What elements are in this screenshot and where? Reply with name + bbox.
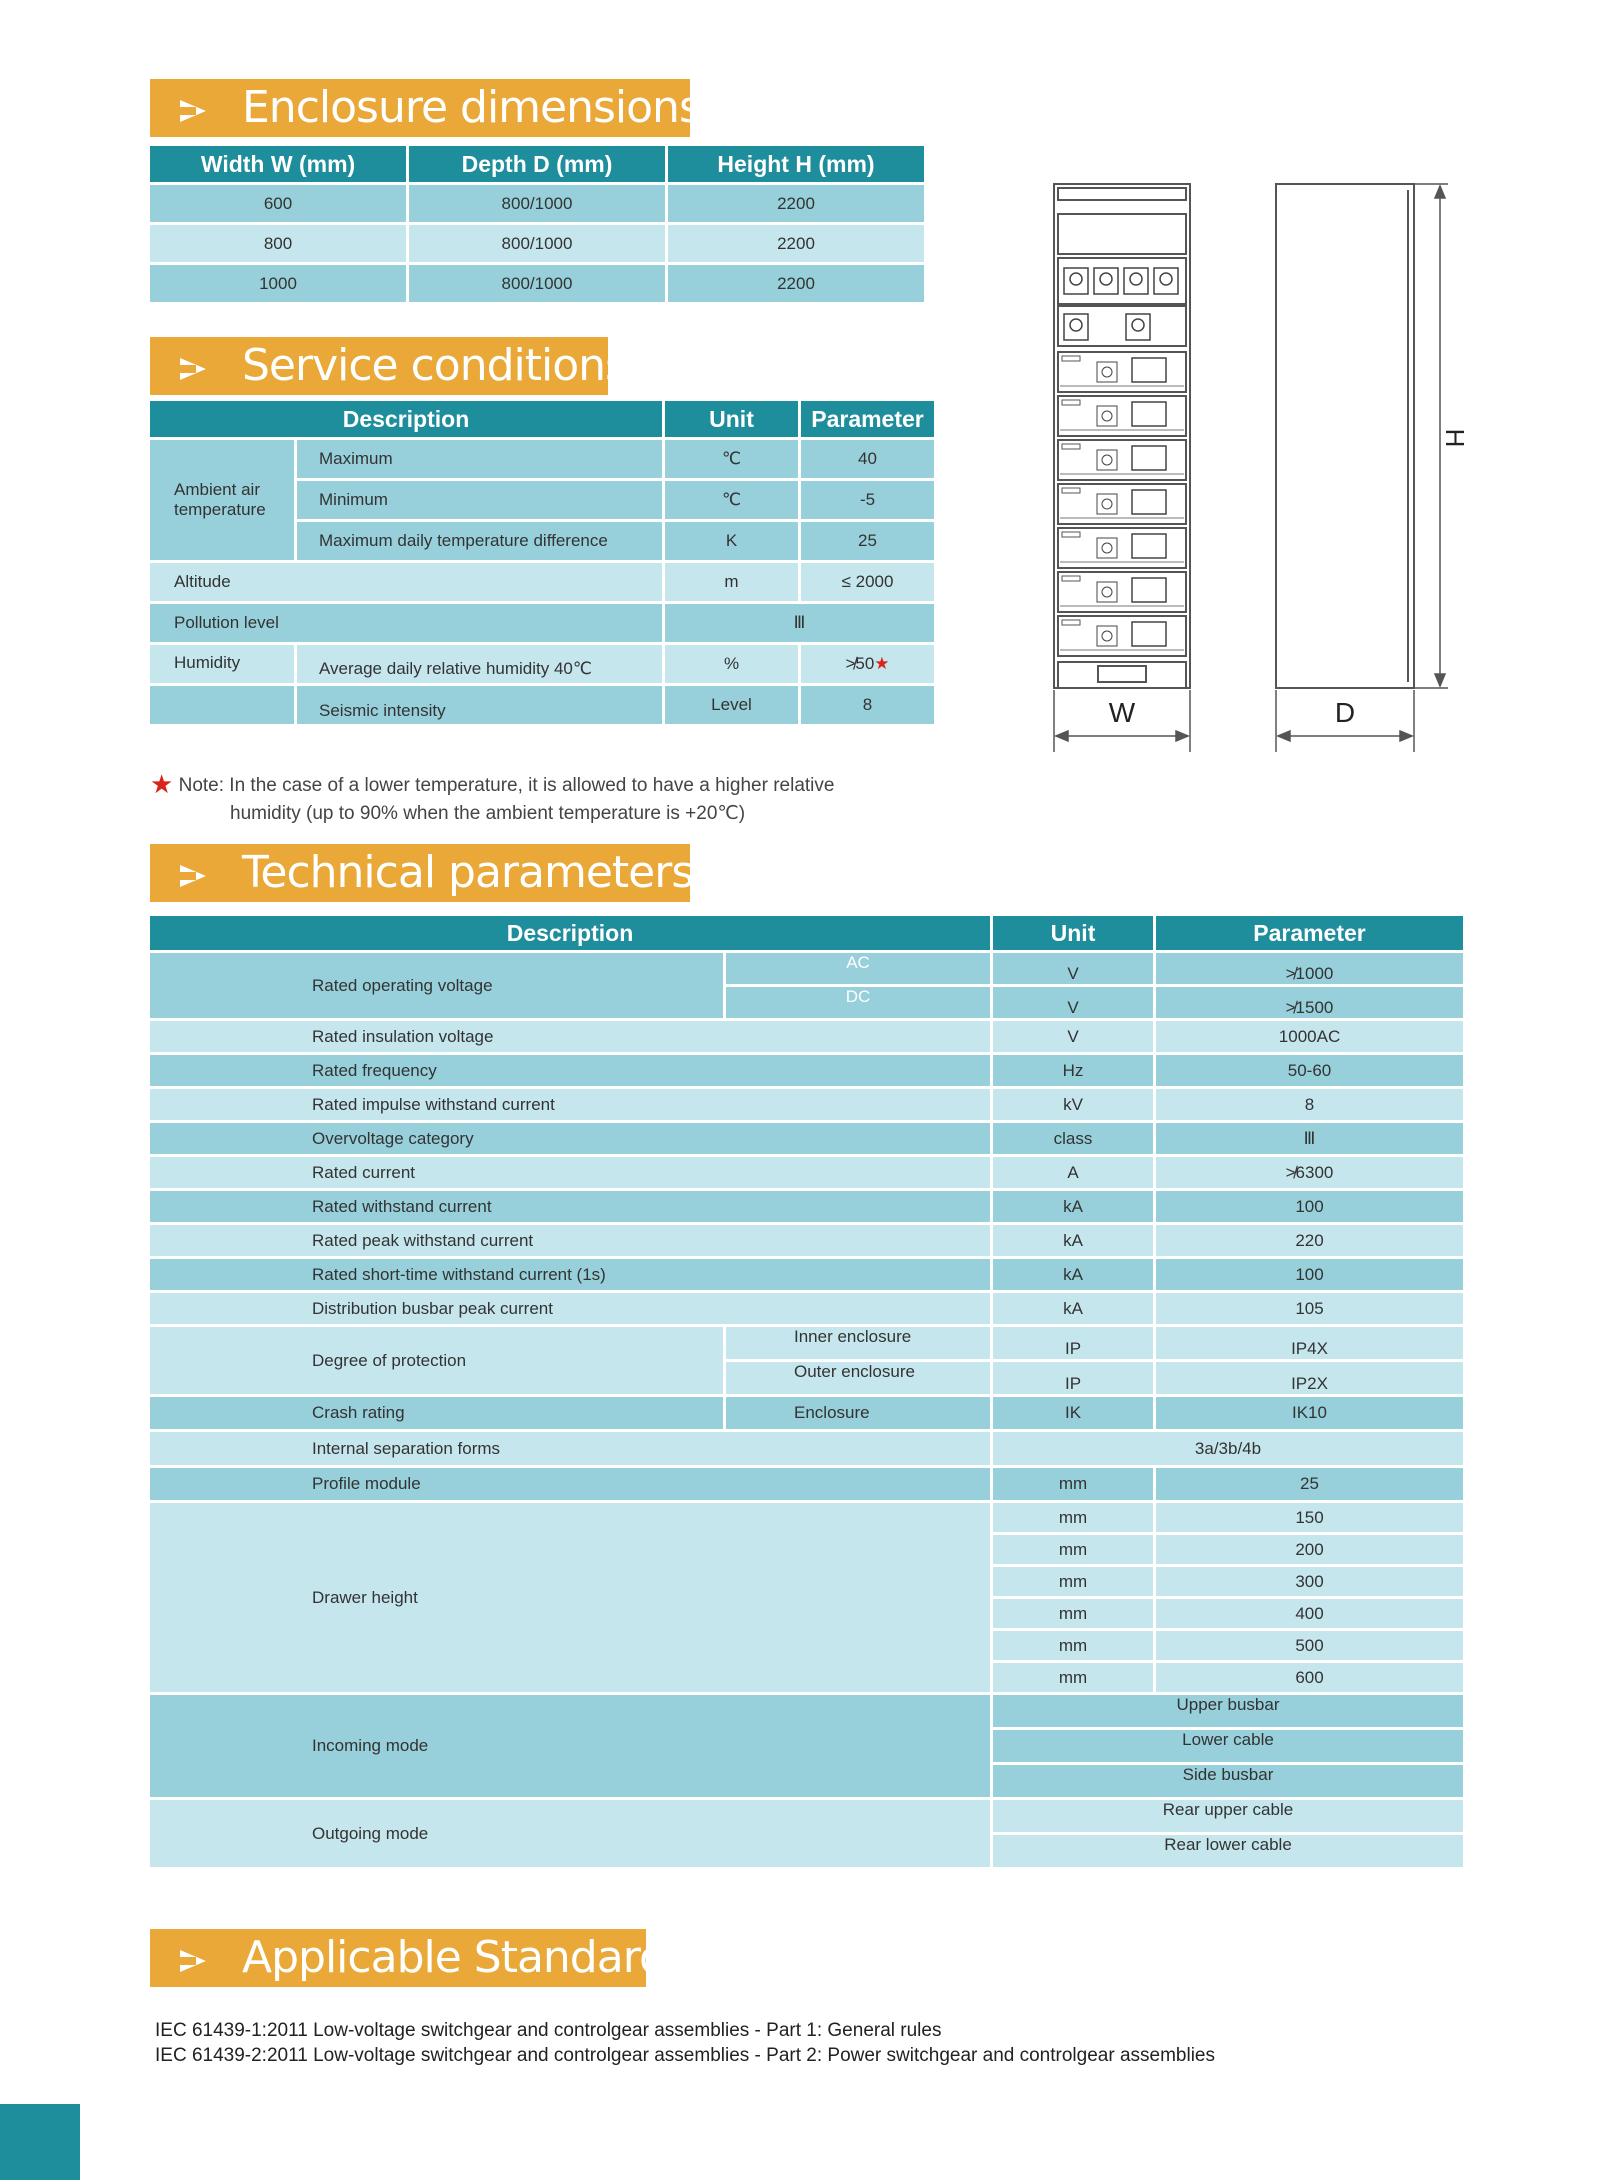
table-cell: Ambient air temperature [150, 440, 294, 560]
table-row [150, 1021, 1463, 1052]
column-header: Width W (mm) [150, 146, 406, 182]
table-cell: A [993, 1157, 1153, 1188]
table-cell: Degree of protection [150, 1327, 723, 1394]
section-heading-technical [150, 844, 694, 902]
table-cell: kV [993, 1089, 1153, 1120]
table-cell: class [993, 1123, 1153, 1154]
table-cell: 25 [801, 522, 934, 560]
standard-item: IEC 61439-1:2011 Low-voltage switchgear and controlgear assemblies - Part 1: General rules [155, 2020, 942, 2041]
table-cell: 40 [801, 440, 934, 478]
table-cell: Ⅲ [665, 604, 934, 642]
arrow-icon [180, 100, 206, 122]
table-cell: Rated insulation voltage [150, 1021, 990, 1052]
table-cell: Inner enclosure [726, 1327, 990, 1359]
table-cell: 25 [1156, 1468, 1463, 1500]
drawer-module [1058, 616, 1186, 656]
table-cell: 8 [1156, 1089, 1463, 1120]
table-cell: 2200 [668, 225, 924, 262]
table-row [150, 1468, 1463, 1500]
table-cell: ℃ [665, 440, 798, 478]
table-cell: IK [993, 1397, 1153, 1429]
table-row [150, 1293, 1463, 1324]
table-cell: IP [993, 1362, 1153, 1394]
table-cell: kA [993, 1259, 1153, 1290]
table-cell: Rear upper cable [993, 1800, 1463, 1832]
table-cell: Average daily relative humidity 40℃ [297, 645, 662, 683]
drawer-module [1058, 484, 1186, 524]
table-cell: kA [993, 1191, 1153, 1222]
table-cell: Humidity [150, 645, 294, 683]
drawer-modules [1058, 352, 1186, 656]
humidity-note [150, 770, 834, 828]
column-header: Description [150, 401, 662, 437]
table-cell: Minimum [297, 481, 662, 519]
table-row [150, 645, 934, 683]
table-cell: Distribution busbar peak current [150, 1293, 990, 1324]
table-row [150, 1191, 1463, 1222]
standard-item: IEC 61439-2:2011 Low-voltage switchgear and controlgear assemblies - Part 2: Power switchgear and controlgear assemblies [155, 2045, 1215, 2066]
table-cell: Seismic intensity [297, 686, 662, 724]
note-line [150, 770, 834, 800]
table-cell: 220 [1156, 1225, 1463, 1256]
table-cell: Crash rating [150, 1397, 723, 1429]
table-cell: 1000 [150, 265, 406, 302]
table-cell: Internal separation forms [150, 1432, 990, 1465]
drawer-module [1058, 572, 1186, 612]
table-cell: ≯1500 [1156, 987, 1463, 1018]
table-cell: 1000AC [1156, 1021, 1463, 1052]
arrow-icon [180, 358, 206, 380]
table-cell: Rated current [150, 1157, 990, 1188]
table-cell: Incoming mode [150, 1695, 990, 1797]
heading-text: Service conditions [242, 340, 627, 391]
table-cell [801, 645, 934, 683]
table-cell [150, 686, 294, 724]
table-cell: -5 [801, 481, 934, 519]
arrow-icon [180, 865, 206, 887]
note-text: Note: In the case of a lower temperature, it is allowed to have a higher relative [178, 775, 835, 796]
table-cell: 2200 [668, 265, 924, 302]
outgoing-rows [150, 1800, 1463, 1867]
table-row [150, 1157, 1463, 1188]
table-cell: Overvoltage category [150, 1123, 990, 1154]
column-header: Height H (mm) [668, 146, 924, 182]
note-line: humidity (up to 90% when the ambient temperature is +20℃) [230, 803, 746, 824]
star-icon: ★ [874, 654, 890, 673]
table-cell: Maximum [297, 440, 662, 478]
table-cell: Drawer height [150, 1503, 990, 1692]
table-cell: mm [993, 1663, 1153, 1692]
table-cell: Ⅲ [1156, 1123, 1463, 1154]
drawer-rows [150, 1503, 1463, 1692]
table-cell: 100 [1156, 1191, 1463, 1222]
table-row [150, 185, 924, 222]
table-header-row [150, 146, 924, 182]
table-row [150, 953, 1463, 984]
enclosure-dimensions-table [147, 143, 927, 305]
table-cell: IK10 [1156, 1397, 1463, 1429]
table-row [150, 1327, 1463, 1359]
table-cell: Lower cable [993, 1730, 1463, 1762]
table-header-row [150, 401, 934, 437]
table-row [150, 604, 934, 642]
table-cell: Enclosure [726, 1397, 990, 1429]
table-cell: 100 [1156, 1259, 1463, 1290]
table-cell: 150 [1156, 1503, 1463, 1532]
table-cell: Rated frequency [150, 1055, 990, 1086]
drawer-module [1058, 352, 1186, 392]
column-header: Description [150, 916, 990, 950]
column-header: Unit [993, 916, 1153, 950]
arrow-icon [180, 1950, 206, 1972]
table-row [150, 1695, 1463, 1727]
column-header: Parameter [801, 401, 934, 437]
table-cell: V [993, 1021, 1153, 1052]
table-cell: ℃ [665, 481, 798, 519]
table-cell: Rated short-time withstand current (1s) [150, 1259, 990, 1290]
table-cell: Pollution level [150, 604, 662, 642]
table-row [150, 1225, 1463, 1256]
column-header: Parameter [1156, 916, 1463, 950]
table-cell: 800 [150, 225, 406, 262]
table-row [150, 1055, 1463, 1086]
table-cell: mm [993, 1468, 1153, 1500]
section-heading-service [150, 337, 627, 395]
table-cell: IP [993, 1327, 1153, 1359]
column-header: Depth D (mm) [409, 146, 665, 182]
standards-list [155, 2018, 1215, 2068]
table-cell: Outer enclosure [726, 1362, 990, 1394]
heading-text: Enclosure dimensions [242, 82, 701, 133]
drawer-module [1058, 528, 1186, 568]
table-cell: 105 [1156, 1293, 1463, 1324]
front-view-base [1058, 662, 1186, 688]
table-cell: 800/1000 [409, 265, 665, 302]
table-cell: mm [993, 1567, 1153, 1596]
table-cell: 600 [1156, 1663, 1463, 1692]
height-label: H [1440, 428, 1470, 448]
table-cell: 600 [150, 185, 406, 222]
table-row [150, 563, 934, 601]
table-cell: K [665, 522, 798, 560]
table-row [150, 1503, 1463, 1532]
table-cell: mm [993, 1535, 1153, 1564]
table-cell: Altitude [150, 563, 662, 601]
table-row [150, 1397, 1463, 1429]
table-cell: V [993, 987, 1153, 1018]
depth-label: D [1334, 697, 1356, 728]
table-row [150, 440, 934, 478]
heading-text: Technical parameters [242, 847, 694, 898]
table-cell: mm [993, 1631, 1153, 1660]
table-cell: Rated peak withstand current [150, 1225, 990, 1256]
table-cell: Level [665, 686, 798, 724]
width-label: W [1108, 697, 1136, 728]
table-cell: 2200 [668, 185, 924, 222]
table-cell: 3a/3b/4b [993, 1432, 1463, 1465]
table-cell: AC [726, 953, 990, 984]
param-value: ≯50 [845, 654, 875, 673]
table-cell: Rated impulse withstand current [150, 1089, 990, 1120]
tech-rows [150, 1021, 1463, 1324]
table-cell: mm [993, 1503, 1153, 1532]
side-view [1276, 184, 1414, 688]
table-cell: 800/1000 [409, 185, 665, 222]
table-cell: ≤ 2000 [801, 563, 934, 601]
service-conditions-table [147, 398, 937, 727]
table-cell: mm [993, 1599, 1153, 1628]
technical-parameters-table [147, 913, 1466, 1870]
table-row [150, 1432, 1463, 1465]
table-cell: Rear lower cable [993, 1835, 1463, 1867]
table-cell: 500 [1156, 1631, 1463, 1660]
table-row [150, 1089, 1463, 1120]
table-row [150, 686, 934, 724]
table-row [150, 225, 924, 262]
table-cell: Hz [993, 1055, 1153, 1086]
table-cell: 800/1000 [409, 225, 665, 262]
drawer-module [1058, 396, 1186, 436]
table-row [150, 265, 924, 302]
table-cell: Rated operating voltage [150, 953, 723, 1018]
table-cell: 400 [1156, 1599, 1463, 1628]
column-header: Unit [665, 401, 798, 437]
table-cell: m [665, 563, 798, 601]
table-cell: V [993, 953, 1153, 984]
heading-text: Applicable Standards [242, 1932, 688, 1983]
table-cell: kA [993, 1293, 1153, 1324]
table-cell: Side busbar [993, 1765, 1463, 1797]
table-cell: IP2X [1156, 1362, 1463, 1394]
table-cell: % [665, 645, 798, 683]
star-icon: ★ [150, 769, 174, 799]
table-cell: Profile module [150, 1468, 990, 1500]
table-header-row [150, 916, 1463, 950]
cabinet-diagram [1040, 170, 1470, 760]
table-cell: 300 [1156, 1567, 1463, 1596]
table-cell: Upper busbar [993, 1695, 1463, 1727]
table-row [150, 1259, 1463, 1290]
table-cell: IP4X [1156, 1327, 1463, 1359]
table-cell: Outgoing mode [150, 1800, 990, 1867]
table-cell: 8 [801, 686, 934, 724]
drawer-module [1058, 440, 1186, 480]
table-cell: ≯1000 [1156, 953, 1463, 984]
table-cell: ≯6300 [1156, 1157, 1463, 1188]
incoming-rows [150, 1695, 1463, 1797]
section-heading-enclosure [150, 79, 701, 137]
table-cell: 200 [1156, 1535, 1463, 1564]
table-row [150, 1800, 1463, 1832]
table-row [150, 1123, 1463, 1154]
table-cell: Rated withstand current [150, 1191, 990, 1222]
table-cell: Maximum daily temperature difference [297, 522, 662, 560]
table-cell: 50-60 [1156, 1055, 1463, 1086]
page-corner-tab [0, 2104, 80, 2180]
table-cell: kA [993, 1225, 1153, 1256]
section-heading-standards [150, 1929, 688, 1987]
table-cell: DC [726, 987, 990, 1018]
